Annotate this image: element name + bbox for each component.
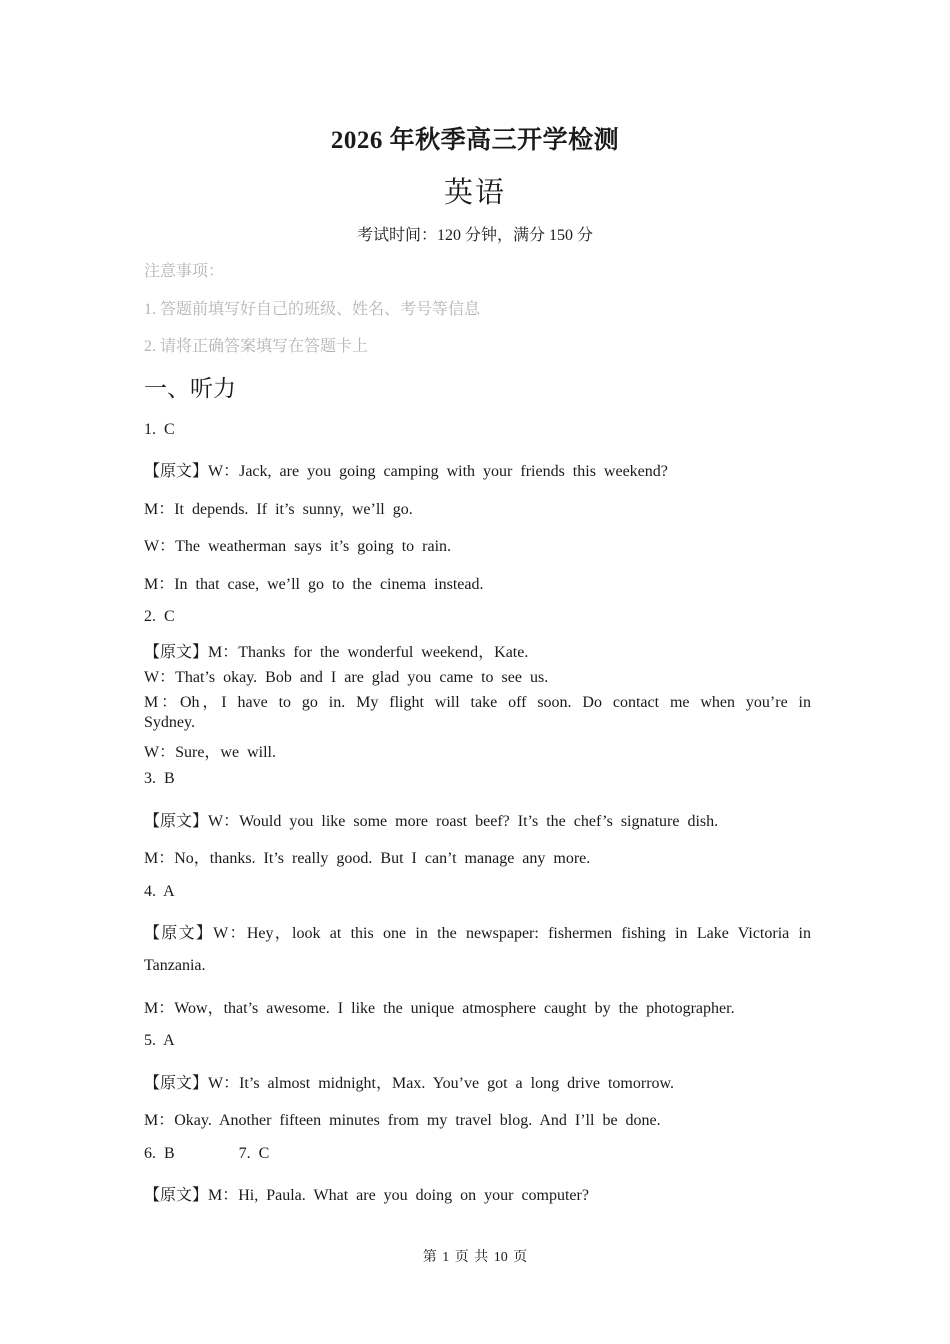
section-title: 一、听力 <box>144 376 236 401</box>
transcript-line: M：Okay. Another fifteen minutes from my travel blog. And I’ll be done. <box>144 1112 661 1129</box>
transcript-line: 【原文】W：Hey，look at this one in the newspaper: fishermen fishing in Lake Victoria in <box>144 925 811 942</box>
transcript-line: Tanzania. <box>144 957 206 974</box>
transcript-line: 【原文】W：Jack, are you going camping with your friends this weekend? <box>144 463 668 480</box>
transcript-line: M：It depends. If it’s sunny, we’ll go. <box>144 501 413 518</box>
answer-line: 4. A <box>144 883 175 900</box>
subject-heading: 英语 <box>443 177 506 209</box>
answer-line: 1. C <box>144 421 175 438</box>
transcript-line: 【原文】M：Hi, Paula. What are you doing on your computer? <box>144 1187 589 1204</box>
exam-meta: 考试时间：120 分钟，满分 150 分 <box>356 227 593 244</box>
answer-line: 2. C <box>144 608 175 625</box>
transcript-line: M：No，thanks. It’s really good. But I can’t manage any more. <box>144 850 591 867</box>
notice-item: 2. 请将正确答案填写在答题卡上 <box>144 338 369 355</box>
transcript-line: Sydney. <box>144 714 195 731</box>
page-title: 2026 年秋季高三开学检测 <box>330 127 620 154</box>
answer-line: 3. B <box>144 770 175 787</box>
answer-line: 6. B 7. C <box>144 1145 270 1162</box>
transcript-line: M：Wow，that’s awesome. I like the unique atmosphere caught by the photographer. <box>144 1000 735 1017</box>
transcript-line: 【原文】M：Thanks for the wonderful weekend，Kate. <box>144 644 529 661</box>
transcript-line: W：That’s okay. Bob and I are glad you came to see us. <box>144 669 549 686</box>
transcript-line: M：Oh，I have to go in. My flight will take off soon. Do contact me when you’re in <box>144 694 811 711</box>
page-footer: 第 1 页 共 10 页 <box>422 1250 528 1265</box>
transcript-line: W：Sure，we will. <box>144 744 276 761</box>
transcript-line: 【原文】W：Would you like some more roast beef? It’s the chef’s signature dish. <box>144 813 719 830</box>
transcript-line: 【原文】W：It’s almost midnight，Max. You’ve got a long drive tomorrow. <box>144 1075 675 1092</box>
transcript-line: M：In that case, we’ll go to the cinema instead. <box>144 576 484 593</box>
answer-line: 5. A <box>144 1032 175 1049</box>
notice-heading: 注意事项： <box>144 263 225 280</box>
transcript-line: W：The weatherman says it’s going to rain. <box>144 538 452 555</box>
notice-item: 1. 答题前填写好自己的班级、姓名、考号等信息 <box>144 301 481 318</box>
